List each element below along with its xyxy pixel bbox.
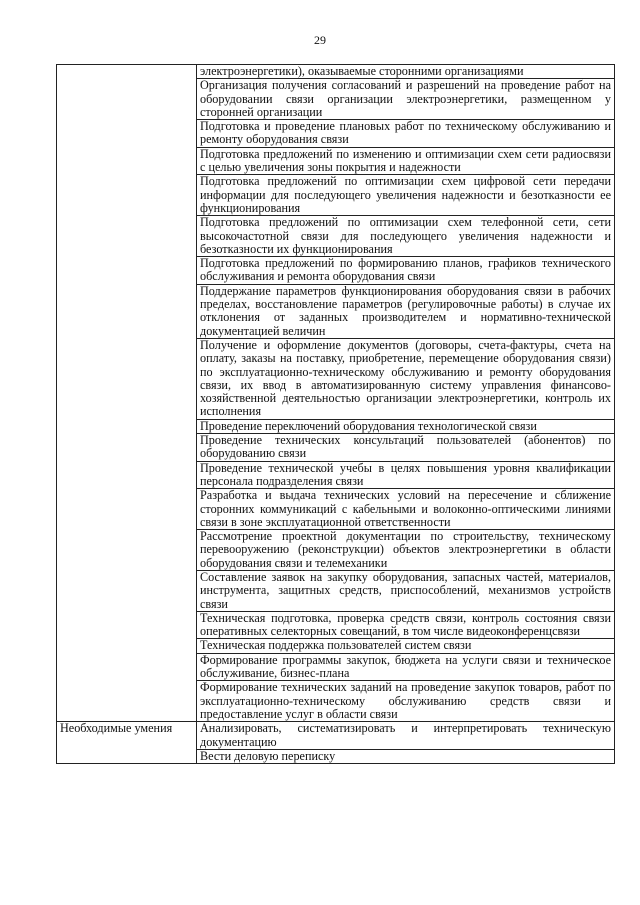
table-cell-text: Формирование программы закупок, бюджета на услуги связи и техническое обслуживание, бизнес-плана <box>197 653 615 681</box>
table-cell-text: Анализировать, систематизировать и интерпретировать техническую документацию <box>197 722 615 750</box>
table-cell-text: Проведение технических консультаций пользователей (абонентов) по оборудованию связи <box>197 434 615 462</box>
page-number: 29 <box>314 33 326 47</box>
table-cell-text: Подготовка предложений по оптимизации схем цифровой сети передачи информации для последующего увеличения надежности и безотказности ее функционирования <box>197 175 615 216</box>
competency-table <box>56 64 615 764</box>
table-row <box>57 722 615 750</box>
table-cell-text: Подготовка предложений по формированию планов, графиков технического обслуживания и ремонта оборудования связи <box>197 257 615 285</box>
table-cell-text: Техническая поддержка пользователей систем связи <box>197 639 615 653</box>
table-cell-text: Техническая подготовка, проверка средств связи, контроль состояния связи оперативных селекторных совещаний, в том числе видеоконференцсвязи <box>197 611 615 639</box>
table-cell-text: Разработка и выдача технических условий на пересечение и сближение сторонних коммуникаций с кабельными и волоконно-оптическими линиями связи в зоне эксплуатационной ответственности <box>197 489 615 530</box>
table-cell-text: электроэнергетики), оказываемые сторонними организациями <box>197 65 615 79</box>
table-cell-text: Подготовка и проведение плановых работ по техническому обслуживанию и ремонту оборудования связи <box>197 120 615 148</box>
table-row <box>57 65 615 79</box>
table-cell-text: Поддержание параметров функционирования оборудования связи в рабочих пределах, восстановление параметров (регулировочные работы) в случае их отклонения от заданных производителем и нормативно-технической документацией величин <box>197 284 615 338</box>
table-cell-text: Получение и оформление документов (договоры, счета-фактуры, счета на оплату, заказы на поставку, приобретение, перемещение оборудования связи) по эксплуатационно-техническому обслуживанию и ремонту оборудования связи, их ввод в автоматизированную систему управления финансово-хозяйственной деятельностью организации электроэнергетики, контроль их исполнения <box>197 338 615 419</box>
left-column-cell-empty <box>57 65 197 722</box>
table-cell-text: Рассмотрение проектной документации по строительству, техническому перевооружению (реконструкции) объектов электроэнергетики в области оборудования связи и телемеханики <box>197 530 615 571</box>
table-cell-text: Подготовка предложений по оптимизации схем телефонной сети, сети высокочастотной связи для последующего увеличения надежности и безотказности их функционирования <box>197 216 615 257</box>
table-cell-text: Формирование технических заданий на проведение закупок товаров, работ по эксплуатационно-техническому обслуживанию средств связи и предоставление услуг в области связи <box>197 681 615 722</box>
skills-label: Необходимые умения <box>57 722 197 764</box>
table-cell-text: Организация получения согласований и разрешений на проведение работ на оборудовании связи организации электроэнергетики, размещенном у сторонней организации <box>197 79 615 120</box>
table-cell-text: Вести деловую переписку <box>197 749 615 763</box>
table-cell-text: Проведение переключений оборудования технологической связи <box>197 419 615 433</box>
table-cell-text: Проведение технической учебы в целях повышения уровня квалификации персонала подразделения связи <box>197 461 615 489</box>
table-cell-text: Подготовка предложений по изменению и оптимизации схем сети радиосвязи с целью увеличения зоны покрытия и надежности <box>197 147 615 175</box>
table-cell-text: Составление заявок на закупку оборудования, запасных частей, материалов, инструмента, защитных средств, приспособлений, механизмов устройств связи <box>197 570 615 611</box>
